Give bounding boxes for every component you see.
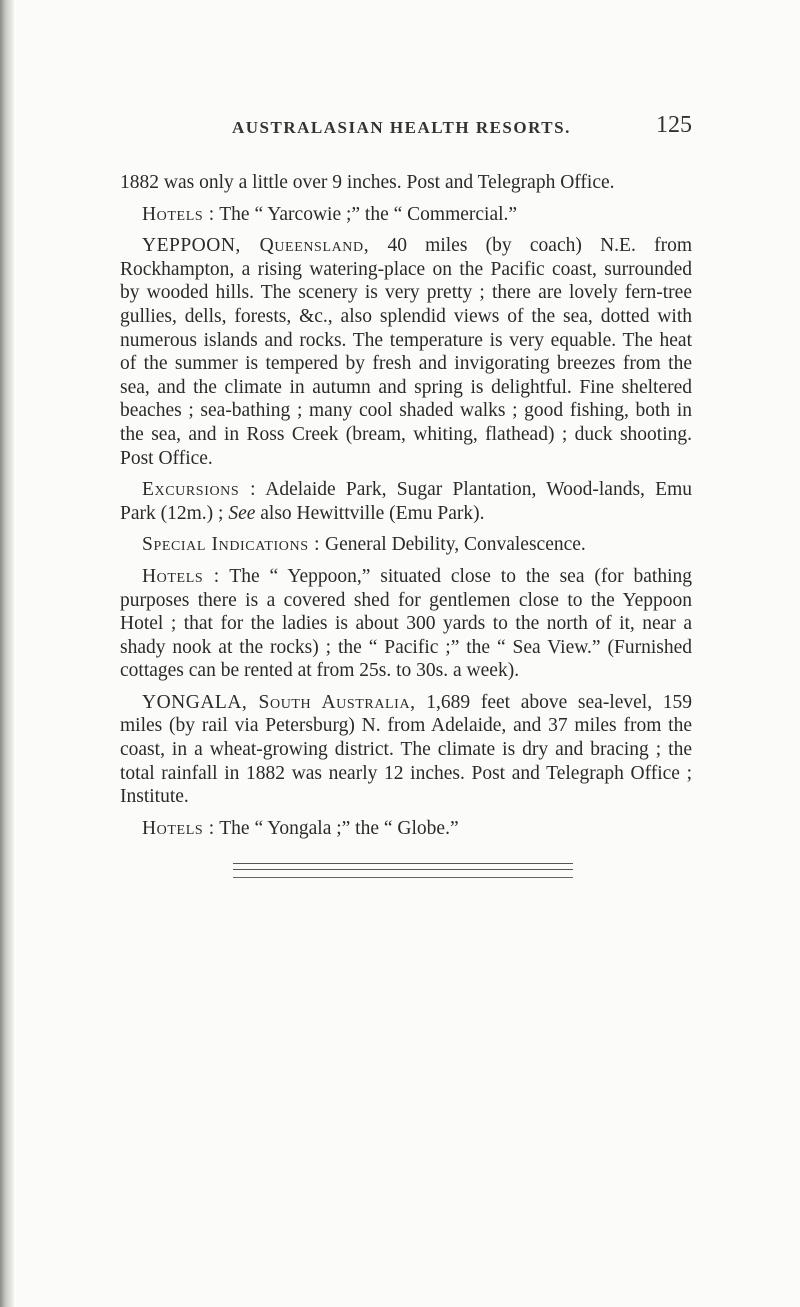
region-name: South Australia, (247, 691, 416, 713)
page-spine-shadow (0, 0, 14, 1307)
section-label: Special Indications : (142, 534, 321, 556)
section-label: Hotels : (142, 203, 215, 225)
running-title: AUSTRALASIAN HEALTH RESORTS. (232, 118, 571, 137)
paragraph-text: 1,689 feet above sea-level, 159 miles (by rail via Petersburg) N. from Adelaide, and 37 miles from the coast, in a wheat-growing district. The climate is dry and bracing ; the total rainfall in 1882 was nearly 12 inches. Post and Telegraph Office ; Institute. (120, 691, 693, 808)
paragraph-text: The “ Yongala ;” the “ Globe.” (214, 817, 459, 839)
running-head (120, 112, 692, 148)
place-name: YEPPOON, (142, 235, 241, 257)
paragraph-text: The “ Yarcowie ;” the “ Commercial.” (214, 203, 518, 225)
paragraph-special-indications (120, 533, 692, 557)
section-end-double-rule (233, 863, 573, 870)
paragraph-text: The “ Yeppoon,” situated close to the sea (for bathing purposes there is a covered shed for gentlemen close to the Yeppoon Hotel ; that for the ladies is about 300 yards to the north of it, near a shady nook at the rocks) ; the “ Pacific ;” the “ Sea View.” (Furnished cottages can be rented at from 25s. to 30s. a week). (120, 565, 692, 682)
section-label: Hotels : (142, 817, 215, 839)
paragraph-excursions (120, 478, 692, 525)
paragraph-text: 1882 was only a little over 9 inches. Post and Telegraph Office. (120, 172, 615, 193)
paragraph-hotels-yeppoon (120, 565, 692, 683)
section-label: Excursions : (142, 479, 257, 501)
section-end-rule (233, 877, 573, 878)
paragraph-yongala (120, 691, 692, 809)
body-text (120, 171, 692, 848)
paragraph-text: also Hewittville (Emu Park). (255, 502, 485, 524)
paragraph-text: 40 miles (by coach) N.E. from Rockhampton, a rising watering-place on the Pacific coast, surrounded by wooded hills. The scenery is very pretty ; there are lovely fern-tree gullies, dells, forests, &c., also splendid views of the sea, dotted with numerous islands and rocks. The temperature is very equable. The heat of the summer is tempered by fresh and invigorating breezes from the sea, and the climate in autumn and spring is delightful. Fine sheltered beaches ; sea-bathing ; many cool shaded walks ; good fishing, both in the sea, and in Ross Creek (bream, whiting, flathead) ; duck shooting. Post Office. (120, 235, 692, 469)
see-reference: See (228, 502, 256, 524)
paragraph-text: General Debility, Convalescence. (320, 534, 586, 556)
paragraph-rainfall (120, 171, 692, 195)
region-name: Queensland, (240, 235, 370, 257)
paragraph-yeppoon (120, 234, 692, 470)
page-number: 125 (656, 112, 692, 138)
paragraph-hotels-yarcowie (120, 203, 692, 227)
paragraph-hotels-yongala (120, 817, 692, 841)
paragraph-text: Adelaide Park, Sugar Plantation, Wood-lands, Emu Park (12m.) ; (120, 479, 692, 524)
section-label: Hotels : (142, 565, 220, 587)
place-name: YONGALA, (142, 691, 248, 713)
